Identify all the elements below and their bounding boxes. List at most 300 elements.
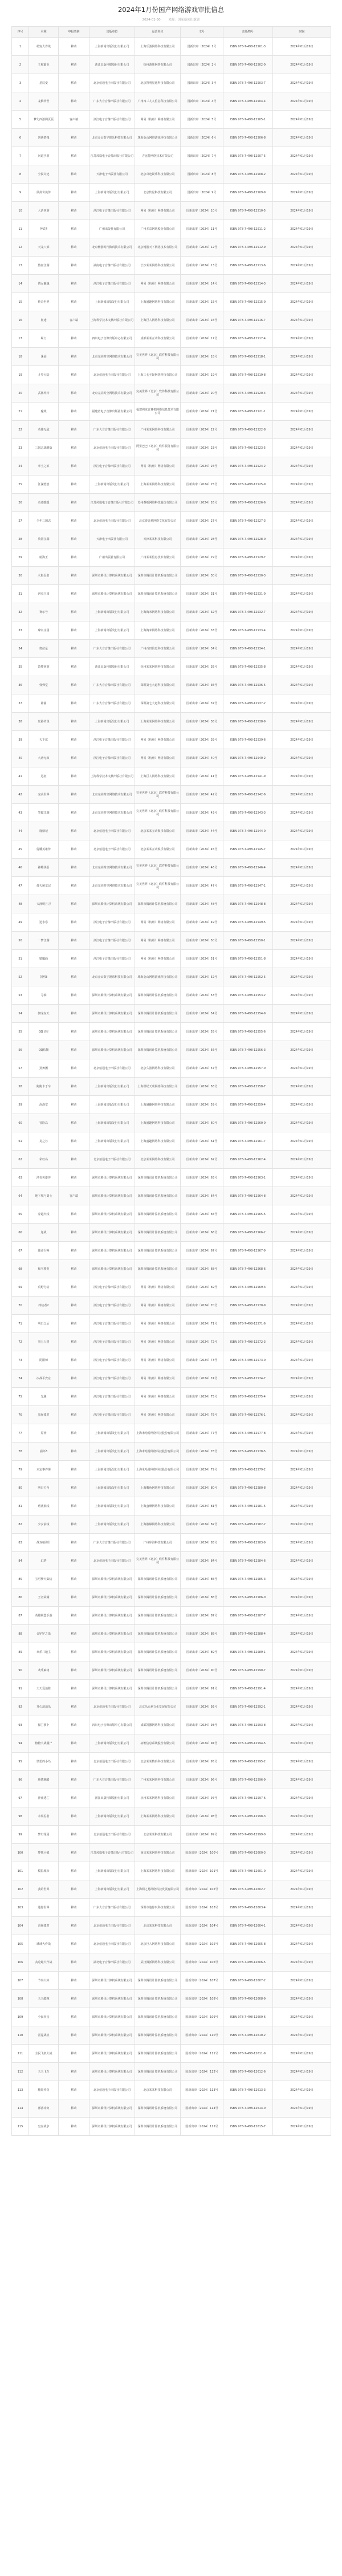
cell-date: 2024年01月19日 — [273, 1242, 331, 1260]
cell-date: 2024年01月19日 — [273, 1625, 331, 1643]
cell-publisher: 深圳市腾讯计算机系统有限公司 — [89, 1205, 135, 1224]
cell-approval-no: 国新出审〔2024〕6号 — [181, 129, 223, 147]
cell-operator: 广州某某信息技术有限公司 — [135, 548, 181, 567]
cell-operator: 杭州游族网络有限公司 — [135, 56, 181, 74]
cell-isbn: ISBN 978-7-498-12504-4 — [223, 92, 273, 111]
cell-operator: 深圳市腾讯计算机系统有限公司 — [135, 2026, 181, 2045]
cell-isbn: ISBN 978-7-498-12607-2 — [223, 1972, 273, 1990]
cell-isbn: ISBN 978-7-498-12606-5 — [223, 1953, 273, 1972]
cell-operator: 杭州某某网络科技有限公司 — [135, 1789, 181, 1807]
cell-date: 2024年01月19日 — [273, 74, 331, 92]
cell-isbn: ISBN 978-7-498-12582-2 — [223, 1515, 273, 1534]
column-header-category: 申报类别 — [59, 27, 89, 38]
cell-index: 65 — [12, 1205, 29, 1224]
table-row — [12, 1388, 331, 1406]
cell-isbn: ISBN 978-7-498-12514-3 — [223, 275, 273, 293]
cell-date: 2024年01月19日 — [273, 2008, 331, 2026]
cell-approval-no: 国新出审〔2024〕28号 — [181, 530, 223, 548]
cell-operator: 深圳市腾讯计算机系统有限公司 — [135, 2063, 181, 2081]
cell-isbn: ISBN 978-7-498-12511-2 — [223, 220, 273, 238]
cell-name: 跑跑卡丁车 — [29, 1078, 59, 1096]
cell-isbn: ISBN 978-7-498-12503-7 — [223, 74, 273, 92]
cell-index: 38 — [12, 713, 29, 731]
cell-approval-no: 国新出审〔2024〕25号 — [181, 476, 223, 494]
cell-publisher: 北京伯通电子出版社有限公司 — [89, 1552, 135, 1570]
cell-isbn: ISBN 978-7-498-12557-0 — [223, 1059, 273, 1078]
cell-name: 王者荣耀 — [29, 1588, 59, 1607]
cell-isbn: ISBN 978-7-498-12561-7 — [223, 1132, 273, 1151]
cell-date: 2024年01月19日 — [273, 165, 331, 184]
cell-category: 移动 — [59, 1899, 89, 1917]
cell-name: 丝路传说 — [29, 713, 59, 731]
cell-name: 愤怒的小鸟 — [29, 1753, 59, 1771]
cell-publisher: 浙江出版传媒股份有限公司 — [89, 658, 135, 676]
cell-operator: 完美世界（北京）软件科技有限公司 — [135, 384, 181, 403]
cell-approval-no: 国新出审〔2024〕26号 — [181, 494, 223, 512]
cell-isbn: ISBN 978-7-498-12515-0 — [223, 293, 273, 311]
table-row — [12, 293, 331, 311]
table-row — [12, 1570, 331, 1588]
cell-index: 85 — [12, 1570, 29, 1588]
cell-index: 84 — [12, 1552, 29, 1570]
cell-approval-no: 国新出审〔2024〕107号 — [181, 1972, 223, 1990]
cell-isbn: ISBN 978-7-498-12524-2 — [223, 457, 273, 476]
cell-category: 移动 — [59, 1023, 89, 1041]
cell-index: 54 — [12, 1005, 29, 1023]
cell-operator: 北京智明星通科技有限公司 — [135, 74, 181, 92]
cell-approval-no: 国新出审〔2024〕48号 — [181, 895, 223, 913]
cell-operator: 深圳市腾讯计算机系统有限公司 — [135, 1625, 181, 1643]
cell-publisher: 浙江电子音像出版社有限公司 — [89, 1406, 135, 1424]
cell-index: 66 — [12, 1224, 29, 1242]
cell-publisher: 上海新闻出版发行有限公司 — [89, 1424, 135, 1443]
cell-category: 移动 — [59, 330, 89, 348]
cell-approval-no: 国新出审〔2024〕78号 — [181, 1443, 223, 1461]
cell-name: 劲舞团 — [29, 1059, 59, 1078]
cell-date: 2024年01月19日 — [273, 1935, 331, 1953]
cell-name: 赛尔号 — [29, 603, 59, 621]
cell-approval-no: 国新出审〔2024〕24号 — [181, 457, 223, 476]
cell-index: 52 — [12, 968, 29, 986]
cell-date: 2024年01月19日 — [273, 548, 331, 567]
cell-date: 2024年01月19日 — [273, 184, 331, 202]
cell-publisher: 广州出版社有限公司 — [89, 548, 135, 567]
cell-approval-no: 国新出审〔2024〕66号 — [181, 1224, 223, 1242]
cell-name: 贪吃蛇大作战 — [29, 1953, 59, 1972]
cell-index: 7 — [12, 147, 29, 165]
cell-isbn: ISBN 978-7-498-12604-1 — [223, 1917, 273, 1935]
table-row — [12, 366, 331, 384]
cell-approval-no: 国新出审〔2024〕62号 — [181, 1151, 223, 1169]
cell-approval-no: 国新出审〔2024〕10号 — [181, 202, 223, 220]
cell-publisher: 天津电子出版社有限公司 — [89, 165, 135, 184]
cell-category: 移动 — [59, 1917, 89, 1935]
cell-publisher: 深圳市腾讯计算机系统有限公司 — [89, 895, 135, 913]
cell-isbn: ISBN 978-7-498-12576-1 — [223, 1406, 273, 1424]
cell-publisher: 深圳市腾讯计算机系统有限公司 — [89, 1990, 135, 2008]
column-header-publisher: 出版单位 — [89, 27, 135, 38]
cell-category: 移动 — [59, 932, 89, 950]
cell-date: 2024年01月19日 — [273, 749, 331, 767]
cell-category: 移动 — [59, 895, 89, 913]
cell-approval-no: 国新出审〔2024〕22号 — [181, 421, 223, 439]
cell-approval-no: 国新出审〔2024〕30号 — [181, 567, 223, 585]
table-row — [12, 950, 331, 968]
cell-operator: 成都凯撒网络科技有限公司 — [135, 1716, 181, 1734]
cell-isbn: ISBN 978-7-498-12584-6 — [223, 1552, 273, 1570]
table-row — [12, 1169, 331, 1187]
cell-name: 地铁跑酷 — [29, 1771, 59, 1789]
cell-index: 45 — [12, 840, 29, 859]
cell-name: 龙腾传世 — [29, 92, 59, 111]
table-row — [12, 457, 331, 476]
cell-date: 2024年01月19日 — [273, 1406, 331, 1424]
cell-date: 2024年01月19日 — [273, 293, 331, 311]
cell-index: 27 — [12, 512, 29, 530]
table-row — [12, 476, 331, 494]
cell-publisher: 上海新闻出版发行有限公司 — [89, 1880, 135, 1899]
cell-category: 移动 — [59, 1661, 89, 1680]
table-row — [12, 986, 331, 1005]
cell-operator: 深圳市腾讯计算机系统有限公司 — [135, 2118, 181, 2136]
cell-name: 水果忍者 — [29, 1807, 59, 1826]
cell-operator: 深圳市腾讯计算机系统有限公司 — [135, 585, 181, 603]
cell-isbn: ISBN 978-7-498-12535-8 — [223, 658, 273, 676]
cell-approval-no: 国新出审〔2024〕38号 — [181, 713, 223, 731]
cell-publisher: 浙江电子音像出版社有限公司 — [89, 1297, 135, 1315]
cell-operator: 上海某某网络科技有限公司 — [135, 713, 181, 731]
cell-index: 1 — [12, 38, 29, 56]
cell-approval-no: 国新出审〔2024〕87号 — [181, 1607, 223, 1625]
cell-publisher: 深圳市腾讯计算机系统有限公司 — [89, 1625, 135, 1643]
cell-name: 完美世界 — [29, 786, 59, 804]
cell-approval-no: 国新出审〔2024〕81号 — [181, 1497, 223, 1515]
cell-isbn: ISBN 978-7-498-12544-0 — [223, 822, 273, 840]
cell-category: 移动 — [59, 1771, 89, 1789]
cell-index: 50 — [12, 932, 29, 950]
cell-operator: 深圳市迷你玩科技有限公司 — [135, 1899, 181, 1917]
cell-category: 移动 — [59, 74, 89, 92]
cell-name: 全民奇迹 — [29, 165, 59, 184]
table-row — [12, 1880, 331, 1899]
cell-publisher: 北京完美时空网络技术有限公司 — [89, 877, 135, 895]
cell-date: 2024年01月19日 — [273, 1370, 331, 1388]
cell-name: 征途 — [29, 311, 59, 330]
cell-category: 移动 — [59, 1826, 89, 1844]
cell-publisher: 深圳市腾讯计算机系统有限公司 — [89, 1224, 135, 1242]
cell-isbn: ISBN 978-7-498-12614-0 — [223, 2099, 273, 2118]
cell-approval-no: 国新出审〔2024〕41号 — [181, 767, 223, 786]
cell-date: 2024年01月19日 — [273, 1990, 331, 2008]
cell-category: 移动 — [59, 1333, 89, 1351]
cell-name: 梦幻花园 — [29, 1826, 59, 1844]
cell-category: 移动 — [59, 457, 89, 476]
cell-category: 移动 — [59, 1041, 89, 1059]
cell-index: 61 — [12, 1132, 29, 1151]
cell-approval-no: 国新出审〔2024〕68号 — [181, 1260, 223, 1278]
cell-approval-no: 国新出审〔2024〕17号 — [181, 330, 223, 348]
cell-category: 移动 — [59, 1005, 89, 1023]
cell-category: 移动 — [59, 512, 89, 530]
cell-approval-no: 国新出审〔2024〕50号 — [181, 932, 223, 950]
table-row — [12, 621, 331, 640]
cell-operator: 深圳市腾讯计算机系统有限公司 — [135, 1972, 181, 1990]
cell-operator: 网易（杭州）网络有限公司 — [135, 913, 181, 932]
table-row — [12, 2008, 331, 2026]
cell-isbn: ISBN 978-7-498-12553-2 — [223, 986, 273, 1005]
cell-date: 2024年01月19日 — [273, 2045, 331, 2063]
cell-isbn: ISBN 978-7-498-12549-5 — [223, 913, 273, 932]
cell-date: 2024年01月19日 — [273, 640, 331, 658]
cell-isbn: ISBN 978-7-498-12509-9 — [223, 184, 273, 202]
cell-operator: 北京某某互动娱乐有限公司 — [135, 840, 181, 859]
cell-operator: 南京某某网络科技有限公司 — [135, 1844, 181, 1862]
table-row — [12, 1151, 331, 1169]
cell-isbn: ISBN 978-7-498-12615-7 — [223, 2118, 273, 2136]
cell-operator: 网易（杭州）网络有限公司 — [135, 275, 181, 293]
cell-operator: 上海米哈游网络科技股份有限公司 — [135, 1443, 181, 1461]
cell-category: 移动 — [59, 220, 89, 238]
cell-category: 移动 — [59, 840, 89, 859]
cell-publisher: 深圳市腾讯计算机系统有限公司 — [89, 1972, 135, 1990]
cell-date: 2024年01月19日 — [273, 1698, 331, 1716]
cell-isbn: ISBN 978-7-498-12581-5 — [223, 1497, 273, 1515]
table-row — [12, 257, 331, 275]
cell-approval-no: 国新出审〔2024〕46号 — [181, 859, 223, 877]
cell-category: 移动 — [59, 1132, 89, 1151]
cell-index: 87 — [12, 1607, 29, 1625]
cell-name: 植物大战僵尸 — [29, 1734, 59, 1753]
cell-isbn: ISBN 978-7-498-12575-4 — [223, 1388, 273, 1406]
cell-name: 寻仙 — [29, 986, 59, 1005]
table-body — [12, 38, 331, 2136]
cell-approval-no: 国新出审〔2024〕72号 — [181, 1333, 223, 1351]
cell-isbn: ISBN 978-7-498-12546-4 — [223, 859, 273, 877]
cell-date: 2024年01月19日 — [273, 1260, 331, 1278]
cell-category: 移动 — [59, 1789, 89, 1807]
cell-name: 一梦江湖 — [29, 932, 59, 950]
cell-category: 移动 — [59, 1278, 89, 1297]
cell-approval-no: 国新出审〔2024〕53号 — [181, 986, 223, 1005]
cell-date: 2024年01月19日 — [273, 457, 331, 476]
cell-operator: 成都某某互动科技有限公司 — [135, 330, 181, 348]
cell-index: 105 — [12, 1935, 29, 1953]
cell-isbn: ISBN 978-7-498-12603-4 — [223, 1899, 273, 1917]
cell-index: 46 — [12, 859, 29, 877]
cell-approval-no: 国新出审〔2024〕56号 — [181, 1041, 223, 1059]
cell-date: 2024年01月19日 — [273, 421, 331, 439]
cell-operator: 上海某某网络科技有限公司 — [135, 1862, 181, 1880]
cell-category: 移动 — [59, 1935, 89, 1953]
cell-index: 64 — [12, 1187, 29, 1205]
cell-publisher: 浙江电子音像出版社有限公司 — [89, 1370, 135, 1388]
cell-category: 移动 — [59, 1096, 89, 1114]
cell-name: 天天爱消除 — [29, 1680, 59, 1698]
cell-category: 移动 — [59, 1552, 89, 1570]
cell-isbn: ISBN 978-7-498-12506-8 — [223, 129, 273, 147]
table-row — [12, 1789, 331, 1807]
cell-operator: 长沙某某网络科技有限公司 — [135, 257, 181, 275]
cell-publisher: 广东大音音像出版社有限公司 — [89, 1771, 135, 1789]
table-row — [12, 1953, 331, 1972]
cell-operator: 深圳市腾讯计算机系统有限公司 — [135, 1260, 181, 1278]
cell-date: 2024年01月19日 — [273, 238, 331, 257]
table-row — [12, 275, 331, 293]
cell-name: 萌宠大作战 — [29, 38, 59, 56]
cell-index: 53 — [12, 986, 29, 1005]
cell-category: 移动 — [59, 1424, 89, 1443]
cell-index: 115 — [12, 2118, 29, 2136]
cell-publisher: 上海新闻出版发行有限公司 — [89, 184, 135, 202]
cell-publisher: 上海新闻出版发行有限公司 — [89, 1443, 135, 1461]
cell-operator: 北京某某科技有限公司 — [135, 1917, 181, 1935]
cell-category: 移动 — [59, 1534, 89, 1552]
cell-isbn: ISBN 978-7-498-12536-5 — [223, 676, 273, 694]
cell-publisher: 浙江电子音像出版社有限公司 — [89, 932, 135, 950]
cell-date: 2024年01月19日 — [273, 1078, 331, 1096]
cell-isbn: ISBN 978-7-498-12599-0 — [223, 1826, 273, 1844]
cell-index: 12 — [12, 238, 29, 257]
cell-operator: 上海三七互娱网络科技有限公司 — [135, 366, 181, 384]
cell-date: 2024年01月19日 — [273, 512, 331, 530]
cell-category: 客户端 — [59, 111, 89, 129]
cell-publisher: 北京完美时空网络技术有限公司 — [89, 804, 135, 822]
cell-category: 移动 — [59, 822, 89, 840]
cell-approval-no: 国新出审〔2024〕32号 — [181, 603, 223, 621]
cell-operator: 北京乐元素文化发展有限公司 — [135, 1698, 181, 1716]
cell-date: 2024年01月19日 — [273, 2099, 331, 2118]
cell-publisher: 上海新闻出版发行有限公司 — [89, 1479, 135, 1497]
cell-approval-no: 国新出审〔2024〕90号 — [181, 1661, 223, 1680]
cell-isbn: ISBN 978-7-498-12525-9 — [223, 476, 273, 494]
cell-index: 26 — [12, 494, 29, 512]
cell-date: 2024年01月19日 — [273, 1880, 331, 1899]
cell-date: 2024年01月19日 — [273, 1333, 331, 1351]
cell-category: 移动 — [59, 859, 89, 877]
table-row — [12, 1406, 331, 1424]
cell-index: 30 — [12, 567, 29, 585]
cell-name: 御龙在天 — [29, 1005, 59, 1023]
cell-name: 英雄无敌 — [29, 421, 59, 439]
cell-publisher: 北京伯通电子出版社有限公司 — [89, 1826, 135, 1844]
cell-approval-no: 国新出审〔2024〕79号 — [181, 1461, 223, 1479]
cell-name: 糖果传奇 — [29, 2081, 59, 2099]
cell-operator: 完美世界（北京）软件科技有限公司 — [135, 348, 181, 366]
cell-publisher: 上海新闻出版发行有限公司 — [89, 603, 135, 621]
table-row — [12, 1698, 331, 1716]
cell-isbn: ISBN 978-7-498-12547-1 — [223, 877, 273, 895]
cell-category: 移动 — [59, 1862, 89, 1880]
cell-category: 移动 — [59, 749, 89, 767]
cell-operator: 上海世纪天成网络科技有限公司 — [135, 1078, 181, 1096]
table-row — [12, 1479, 331, 1497]
cell-date: 2024年01月19日 — [273, 330, 331, 348]
cell-index: 21 — [12, 403, 29, 421]
table-row — [12, 1114, 331, 1132]
table-row — [12, 822, 331, 840]
table-row — [12, 767, 331, 786]
cell-approval-no: 国新出审〔2024〕31号 — [181, 585, 223, 603]
table-row — [12, 56, 331, 74]
cell-name: 星辰变 — [29, 74, 59, 92]
cell-date: 2024年01月19日 — [273, 676, 331, 694]
cell-date: 2024年01月19日 — [273, 1041, 331, 1059]
cell-isbn: ISBN 978-7-498-12601-0 — [223, 1862, 273, 1880]
cell-category: 移动 — [59, 1114, 89, 1132]
cell-category: 移动 — [59, 1169, 89, 1187]
cell-category: 移动 — [59, 676, 89, 694]
cell-name: 少年三国志 — [29, 512, 59, 530]
cell-index: 73 — [12, 1351, 29, 1370]
cell-operator: 网易（杭州）网络有限公司 — [135, 1370, 181, 1388]
cell-isbn: ISBN 978-7-498-12554-9 — [223, 1005, 273, 1023]
cell-category: 移动 — [59, 421, 89, 439]
cell-date: 2024年01月19日 — [273, 1807, 331, 1826]
cell-name: 节奏大师 — [29, 1972, 59, 1990]
cell-publisher: 深圳市腾讯计算机系统有限公司 — [89, 1187, 135, 1205]
cell-index: 41 — [12, 767, 29, 786]
cell-approval-no: 国新出审〔2024〕21号 — [181, 403, 223, 421]
cell-publisher: 浙江出版传媒股份有限公司 — [89, 56, 135, 74]
cell-operator: 深圳市腾讯计算机系统有限公司 — [135, 1005, 181, 1023]
cell-category: 移动 — [59, 1370, 89, 1388]
approval-table — [11, 26, 331, 2136]
cell-category: 移动 — [59, 202, 89, 220]
cell-isbn: ISBN 978-7-498-12533-4 — [223, 621, 273, 640]
cell-index: 9 — [12, 184, 29, 202]
cell-index: 17 — [12, 330, 29, 348]
cell-approval-no: 国新出审〔2024〕82号 — [181, 1515, 223, 1534]
cell-index: 107 — [12, 1972, 29, 1990]
cell-isbn: ISBN 978-7-498-12555-6 — [223, 1023, 273, 1041]
cell-date: 2024年01月19日 — [273, 1059, 331, 1078]
cell-name: 射雕英雄传 — [29, 840, 59, 859]
cell-name: 光遇 — [29, 1388, 59, 1406]
cell-date: 2024年01月19日 — [273, 932, 331, 950]
cell-operator: 天津某某科技有限公司 — [135, 530, 181, 548]
cell-approval-no: 国新出审〔2024〕8号 — [181, 165, 223, 184]
cell-operator: 上海盛趣网络科技有限公司 — [135, 293, 181, 311]
cell-date: 2024年01月19日 — [273, 1005, 331, 1023]
cell-date: 2024年01月19日 — [273, 822, 331, 840]
table-row — [12, 202, 331, 220]
cell-operator: 深圳第七大道科技有限公司 — [135, 676, 181, 694]
cell-index: 11 — [12, 220, 29, 238]
cell-isbn: ISBN 978-7-498-12567-9 — [223, 1242, 273, 1260]
cell-approval-no: 国新出审〔2024〕18号 — [181, 348, 223, 366]
cell-publisher: 深圳市腾讯计算机系统有限公司 — [89, 1643, 135, 1661]
cell-date: 2024年01月19日 — [273, 1789, 331, 1807]
cell-date: 2024年01月19日 — [273, 1734, 331, 1753]
cell-category: 移动 — [59, 1753, 89, 1771]
cell-name: 天涯明月刀 — [29, 895, 59, 913]
cell-publisher: 上海新闻出版发行有限公司 — [89, 1078, 135, 1096]
cell-operator: 珠海金山网络游戏科技有限公司 — [135, 129, 181, 147]
table-row — [12, 403, 331, 421]
cell-approval-no: 国新出审〔2024〕110号 — [181, 2026, 223, 2045]
cell-operator: 深圳市腾讯计算机系统有限公司 — [135, 1570, 181, 1588]
cell-isbn: ISBN 978-7-498-12558-7 — [223, 1078, 273, 1096]
cell-approval-no: 国新出审〔2024〕55号 — [181, 1023, 223, 1041]
cell-category: 移动 — [59, 1625, 89, 1643]
cell-category: 移动 — [59, 38, 89, 56]
cell-index: 23 — [12, 439, 29, 457]
cell-approval-no: 国新出审〔2024〕37号 — [181, 694, 223, 713]
cell-index: 3 — [12, 74, 29, 92]
cell-date: 2024年01月19日 — [273, 968, 331, 986]
cell-publisher: 上海新闻出版发行有限公司 — [89, 1096, 135, 1114]
table-row — [12, 2045, 331, 2063]
